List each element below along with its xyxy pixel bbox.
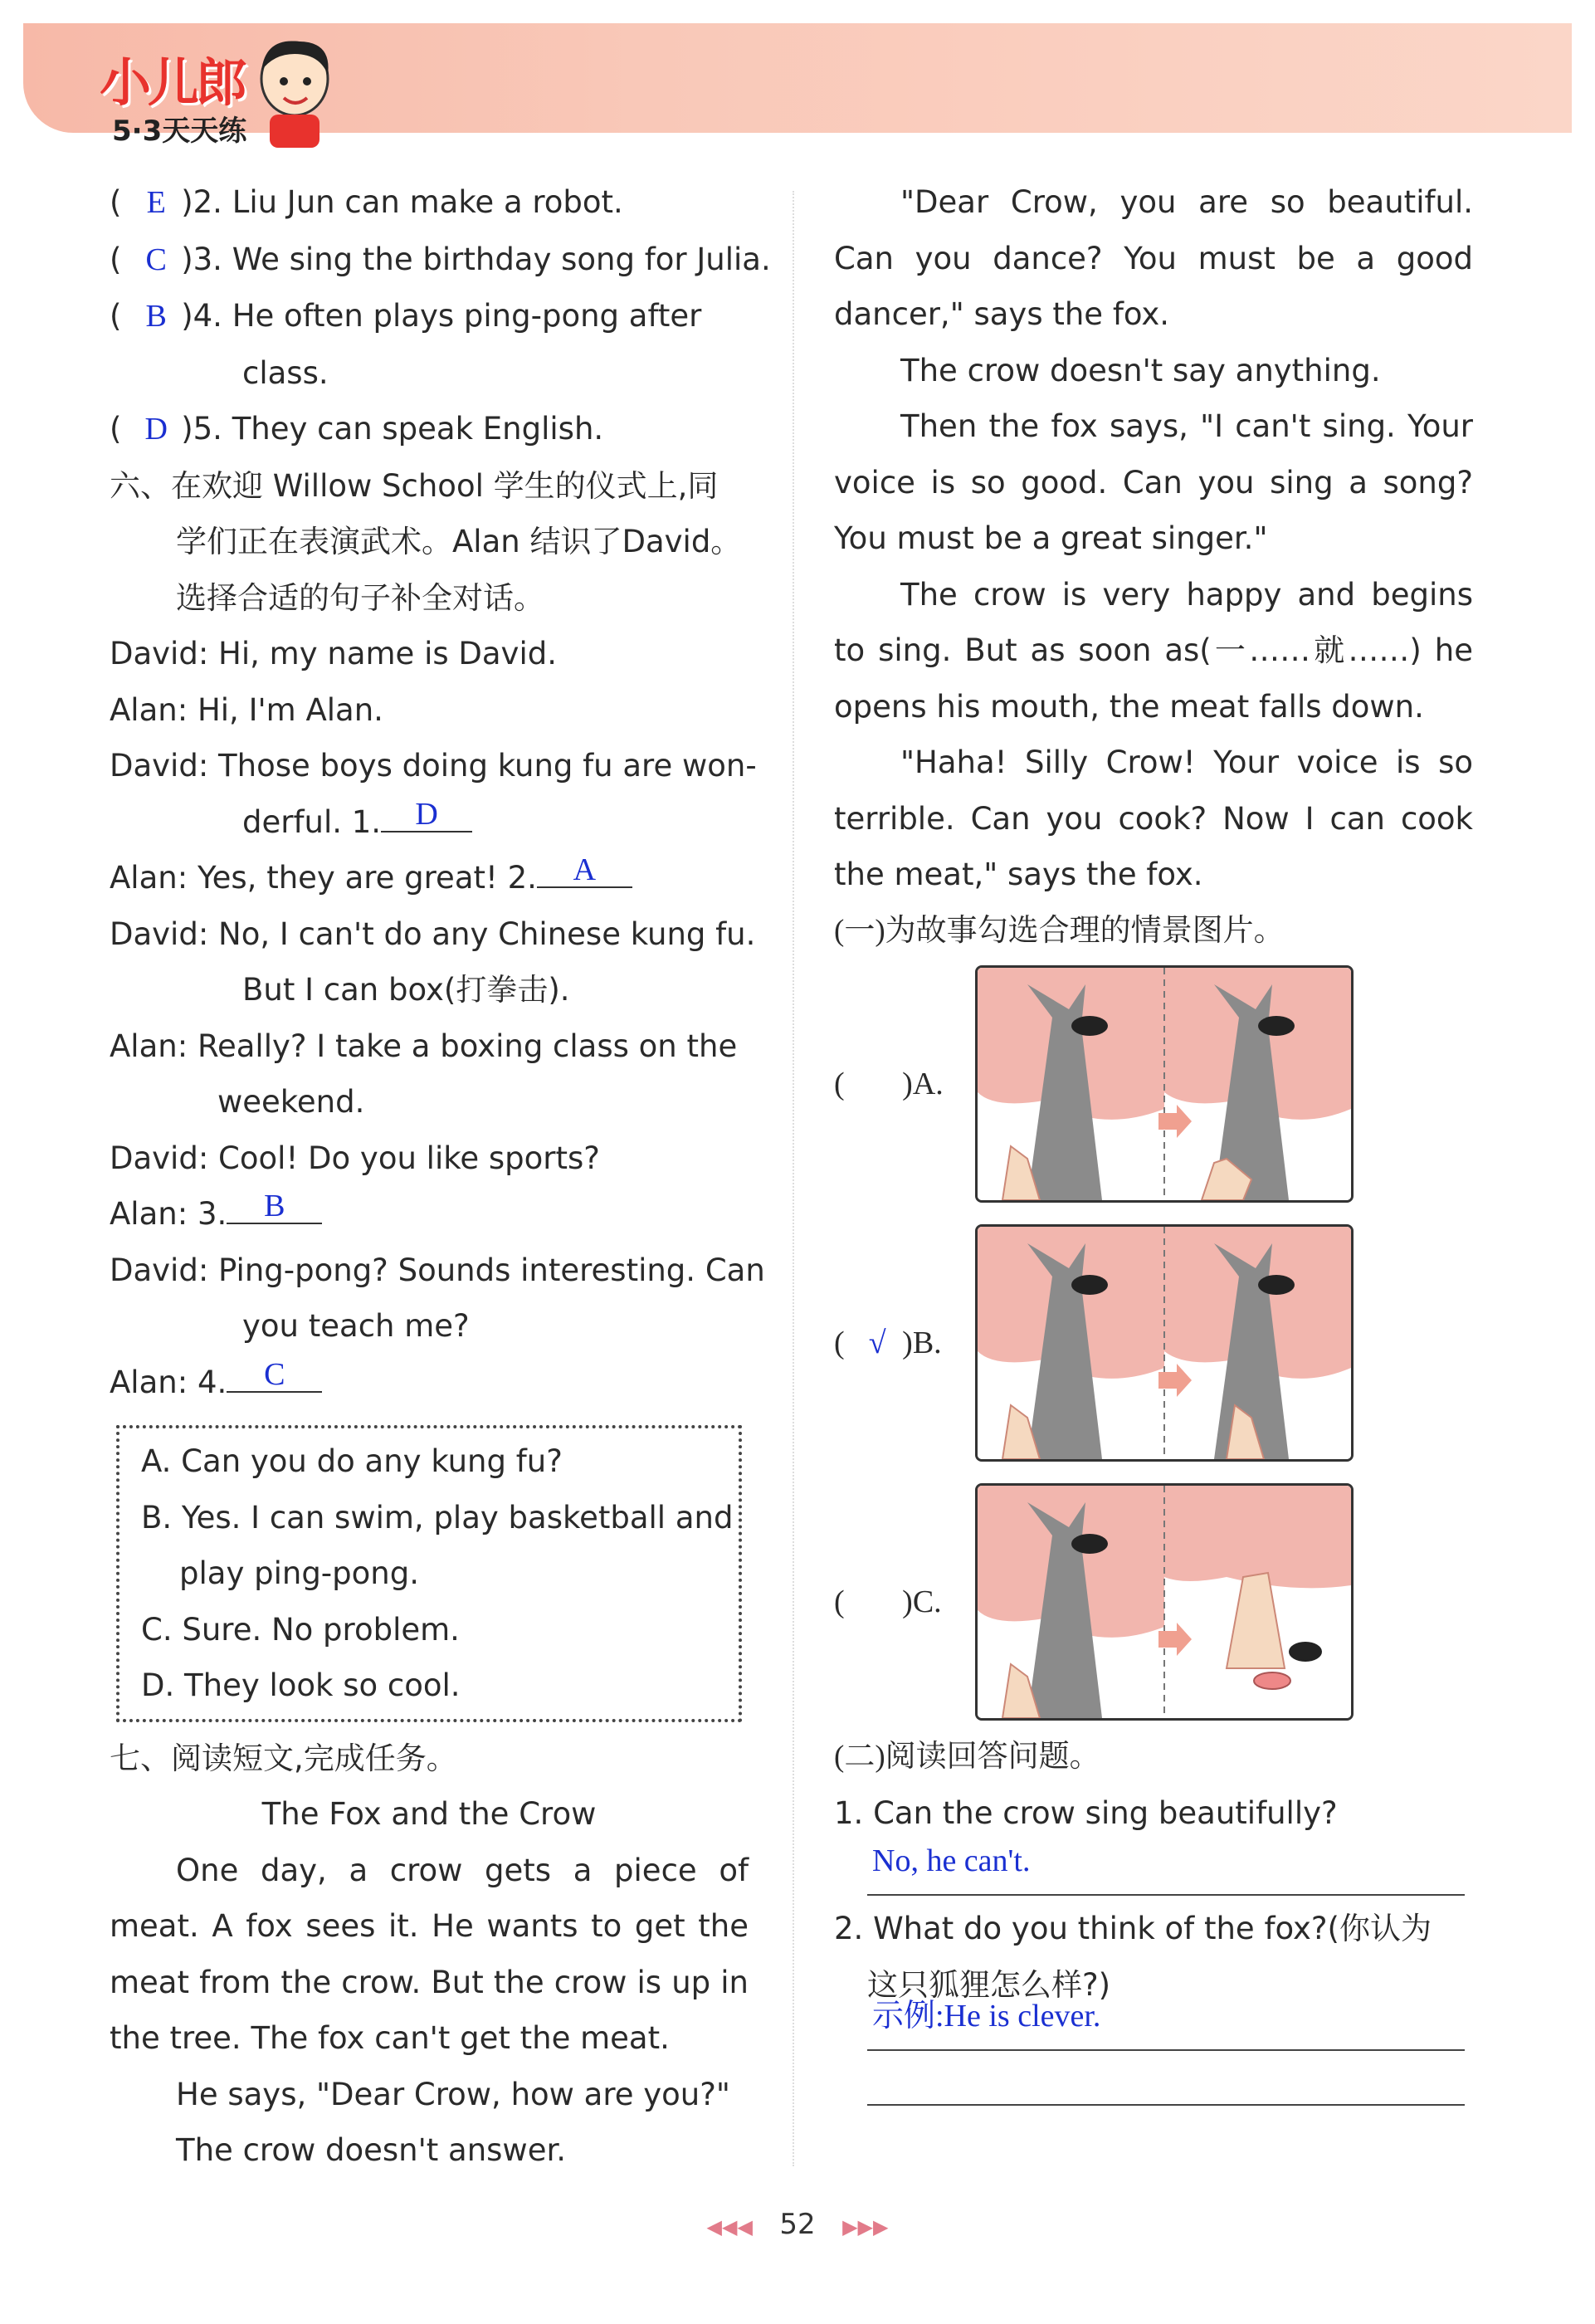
dialogue-line: Alan: Really? I take a boxing class on the <box>110 1028 738 1064</box>
dialogue-line: David: Hi, my name is David. <box>110 636 557 671</box>
story-paragraph: The crow doesn't say anything. <box>900 352 1381 388</box>
question-4: ( B )4. He often plays ping-pong after <box>110 288 749 345</box>
answer-1: No, he can't. <box>872 1843 1031 1878</box>
left-column <box>110 174 771 2179</box>
blank-2: A <box>537 853 632 888</box>
question-3: ( C )3. We sing the birthday song for Julia. <box>110 232 749 289</box>
section7-title: 七、阅读短文,完成任务。 <box>110 1740 457 1776</box>
option-a: A. Can you do any kung fu? <box>141 1443 563 1479</box>
answer-mark: C <box>145 242 167 277</box>
question-1: 1. Can the crow sing beautifully? <box>834 1794 1338 1831</box>
question-5: ( D )5. They can speak English. <box>110 401 749 458</box>
brand-logo-title: 小儿郎 <box>100 52 245 113</box>
options-box <box>116 1425 742 1722</box>
dialogue-line: Alan: 4. C <box>110 1355 749 1411</box>
story-paragraph: One day, a crow gets a piece of meat. A fox sees it. He wants to get the meat from the crow. But the crow is up in the tree. The fox can't get the meat. <box>110 1852 749 2056</box>
answer-2: 示例:He is clever. <box>872 1999 1101 2034</box>
right-column <box>834 174 1473 2106</box>
picture-option-b[interactable] <box>834 1224 1473 1470</box>
question-2: ( E )2. Liu Jun can make a robot. <box>110 174 749 232</box>
option-b-continued: play ping-pong. <box>179 1555 419 1591</box>
picture-label: ( )C. <box>834 1584 942 1619</box>
dialogue-line: Alan: Hi, I'm Alan. <box>110 691 383 728</box>
option-d: D. They look so cool. <box>141 1667 461 1703</box>
answer-mark: E <box>146 185 166 220</box>
blank-1: D <box>381 798 472 832</box>
section6-title-line2: 学们正在表演武术。Alan 结识了David。 <box>176 524 742 559</box>
dialogue-line: David: Cool! Do you like sports? <box>110 1140 600 1176</box>
dialogue-line: David: Ping-pong? Sounds interesting. Can <box>110 1252 765 1288</box>
section6-title-line3: 选择合适的句子补全对话。 <box>176 579 544 616</box>
story-paragraph: "Haha! Silly Crow! Your voice is so terrible. Can you cook? Now I can cook the meat," says the fox. <box>834 745 1473 892</box>
story-paragraph: "Dear Crow, you are so beautiful. Can you dance? You must be a good dancer," says the fox. <box>834 184 1473 332</box>
answer-line-3[interactable] <box>867 2051 1465 2106</box>
story-picture-c <box>975 1483 1354 1721</box>
story-paragraph: Then the fox says, "I can't sing. Your voice is so good. Can you sing a song? You must be a great singer." <box>834 408 1473 556</box>
story-paragraph: The crow doesn't answer. <box>176 2132 567 2168</box>
dialogue-line: you teach me? <box>242 1308 470 1344</box>
question-2: 2. What do you think of the fox?(你认为 <box>834 1911 1432 1946</box>
dialogue-line: Alan: Yes, they are great! 2. A <box>110 850 749 906</box>
dialogue-line: David: Those boys doing kung fu are won- <box>110 748 757 784</box>
answer-line-2[interactable] <box>867 1996 1465 2051</box>
question-2-continued: 这只狐狸怎么样?) <box>867 1966 1111 2003</box>
section6-title: 六、在欢迎 Willow School 学生的仪式上,同 <box>110 467 719 504</box>
task2-title: (二)阅读回答问题。 <box>834 1740 1100 1774</box>
picture-label: ( √ )B. <box>834 1316 942 1372</box>
next-arrows-icon: ▶▶▶ <box>842 2215 889 2239</box>
page-number: 52 <box>779 2208 816 2241</box>
dialogue-line: David: No, I can't do any Chinese kung fu. <box>110 915 756 952</box>
picture-label: ( )A. <box>834 1067 944 1101</box>
brand-logo-subtitle: 5·3天天练 <box>112 115 247 148</box>
question-4-continued: class. <box>242 354 329 391</box>
story-title: The Fox and the Crow <box>261 1796 597 1832</box>
blank-3: B <box>227 1189 322 1224</box>
picture-option-a[interactable] <box>834 965 1473 1211</box>
story-picture-b <box>975 1224 1354 1462</box>
picture-option-c[interactable] <box>834 1483 1473 1729</box>
page-footer <box>0 2208 1595 2241</box>
blank-4: C <box>227 1358 322 1393</box>
answer-mark: D <box>144 412 168 447</box>
option-c: C. Sure. No problem. <box>141 1611 460 1648</box>
dialogue-line: derful. 1. D <box>110 794 749 851</box>
mascot-boy-icon <box>249 33 340 149</box>
check-mark: √ <box>868 1326 886 1360</box>
dialogue-line: Alan: 3. B <box>110 1186 749 1243</box>
story-picture-a <box>975 965 1354 1203</box>
story-paragraph: He says, "Dear Crow, how are you?" <box>176 2076 730 2112</box>
option-b: B. Yes. I can swim, play basketball and <box>141 1499 734 1536</box>
dialogue-line: But I can box(打拳击). <box>242 972 570 1008</box>
answer-mark: B <box>145 299 167 334</box>
answer-line-1[interactable] <box>867 1841 1465 1896</box>
story-paragraph: The crow is very happy and begins to sing. But as soon as(一……就……) he opens his mouth, the meat falls down. <box>834 576 1473 725</box>
prev-arrows-icon: ◀◀◀ <box>706 2215 753 2239</box>
task1-title: (一)为故事勾选合理的情景图片。 <box>834 913 1285 948</box>
column-divider <box>793 191 794 2166</box>
dialogue-line: weekend. <box>217 1084 365 1120</box>
